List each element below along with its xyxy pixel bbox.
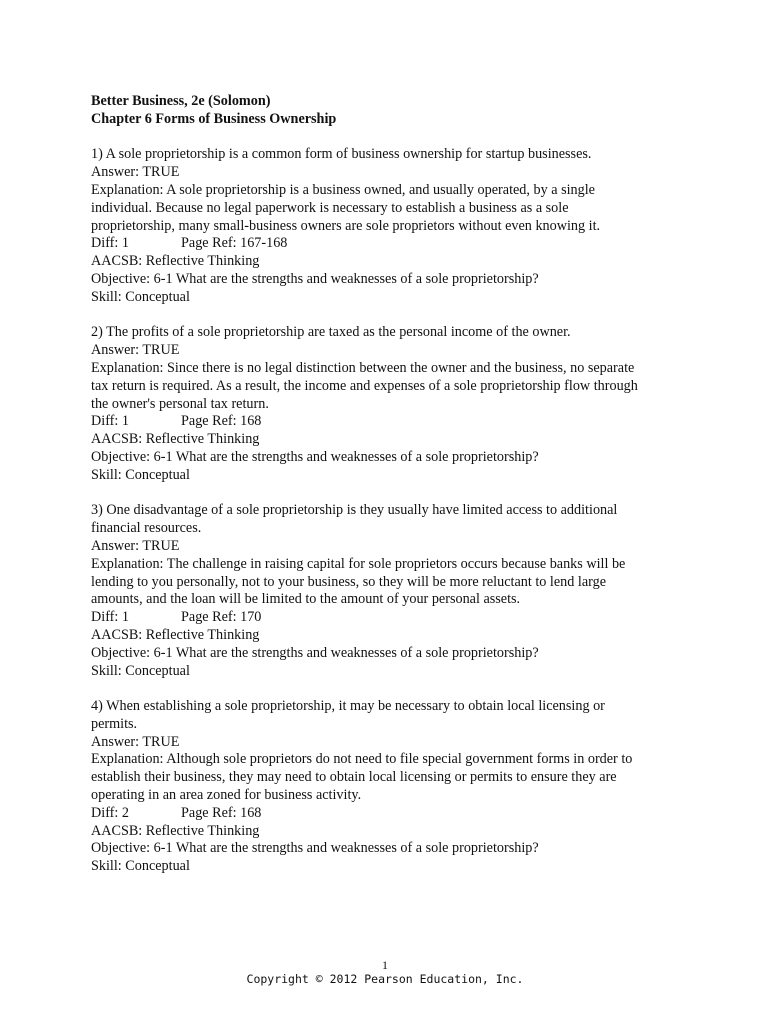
skill-line: Skill: Conceptual	[91, 466, 190, 483]
question-text: 4) When establishing a sole proprietorship, it may be necessary to obtain local licensing or	[91, 698, 605, 715]
aacsb-line: AACSB: Reflective Thinking	[91, 822, 260, 839]
chapter-title: Chapter 6 Forms of Business Ownership	[91, 110, 337, 127]
answer-line: Answer: TRUE	[91, 164, 180, 181]
explanation-line: Explanation: Since there is no legal distinction between the owner and the business, no separate	[91, 359, 635, 376]
explanation-line: establish their business, they may need to obtain local licensing or permits to ensure they are	[91, 769, 617, 786]
diff-line	[91, 235, 691, 253]
objective-line: Objective: 6-1 What are the strengths and weaknesses of a sole proprietorship?	[91, 448, 539, 465]
skill-line: Skill: Conceptual	[91, 858, 190, 875]
difficulty: Diff: 2	[91, 804, 129, 821]
page-number: 1	[382, 958, 388, 972]
diff-line	[91, 805, 691, 823]
question-block	[91, 698, 691, 876]
explanation-line: amounts, and the loan will be limited to the amount of your personal assets.	[91, 591, 521, 608]
skill-line: Skill: Conceptual	[91, 288, 190, 305]
question-text: 2) The profits of a sole proprietorship are taxed as the personal income of the owner.	[91, 324, 571, 341]
skill-line: Skill: Conceptual	[91, 662, 190, 679]
question-text: financial resources.	[91, 520, 202, 537]
document-page	[91, 93, 691, 876]
explanation-line: Explanation: The challenge in raising capital for sole proprietors occurs because banks will be	[91, 555, 626, 572]
explanation-line: the owner's personal tax return.	[91, 395, 269, 412]
question-block	[91, 146, 691, 306]
explanation-line: lending to you personally, not to your business, so they will be more reluctant to lend large	[91, 573, 606, 590]
objective-line: Objective: 6-1 What are the strengths and weaknesses of a sole proprietorship?	[91, 644, 539, 661]
explanation-line: individual. Because no legal paperwork is necessary to establish a business as a sole	[91, 199, 569, 216]
question-block	[91, 324, 691, 484]
page-reference: Page Ref: 167-168	[181, 235, 288, 252]
question-text: permits.	[91, 715, 138, 732]
explanation-line: operating in an area zoned for business activity.	[91, 787, 362, 804]
page-reference: Page Ref: 168	[181, 413, 262, 430]
difficulty: Diff: 1	[91, 609, 129, 626]
question-block	[91, 502, 691, 680]
difficulty: Diff: 1	[91, 413, 129, 430]
answer-line: Answer: TRUE	[91, 733, 180, 750]
page-footer	[0, 958, 770, 986]
explanation-line: Explanation: A sole proprietorship is a business owned, and usually operated, by a single	[91, 181, 595, 198]
explanation-line: tax return is required. As a result, the income and expenses of a sole proprietorship flow through	[91, 377, 638, 394]
book-title: Better Business, 2e (Solomon)	[91, 93, 271, 109]
explanation-line: Explanation: Although sole proprietors do not need to file special government forms in order to	[91, 751, 633, 768]
diff-line	[91, 413, 691, 431]
aacsb-line: AACSB: Reflective Thinking	[91, 431, 260, 448]
aacsb-line: AACSB: Reflective Thinking	[91, 253, 260, 270]
page-reference: Page Ref: 170	[181, 609, 262, 626]
question-text: 3) One disadvantage of a sole proprietorship is they usually have limited access to additional	[91, 502, 618, 519]
answer-line: Answer: TRUE	[91, 537, 180, 554]
question-text: 1) A sole proprietorship is a common form of business ownership for startup businesses.	[91, 146, 592, 163]
difficulty: Diff: 1	[91, 235, 129, 252]
aacsb-line: AACSB: Reflective Thinking	[91, 626, 260, 643]
objective-line: Objective: 6-1 What are the strengths and weaknesses of a sole proprietorship?	[91, 270, 539, 287]
diff-line	[91, 609, 691, 627]
page-reference: Page Ref: 168	[181, 804, 262, 821]
objective-line: Objective: 6-1 What are the strengths and weaknesses of a sole proprietorship?	[91, 840, 539, 857]
explanation-line: proprietorship, many small-business owners are sole proprietors without even knowing it.	[91, 217, 601, 234]
answer-line: Answer: TRUE	[91, 342, 180, 359]
copyright-notice: Copyright © 2012 Pearson Education, Inc.	[246, 972, 524, 986]
